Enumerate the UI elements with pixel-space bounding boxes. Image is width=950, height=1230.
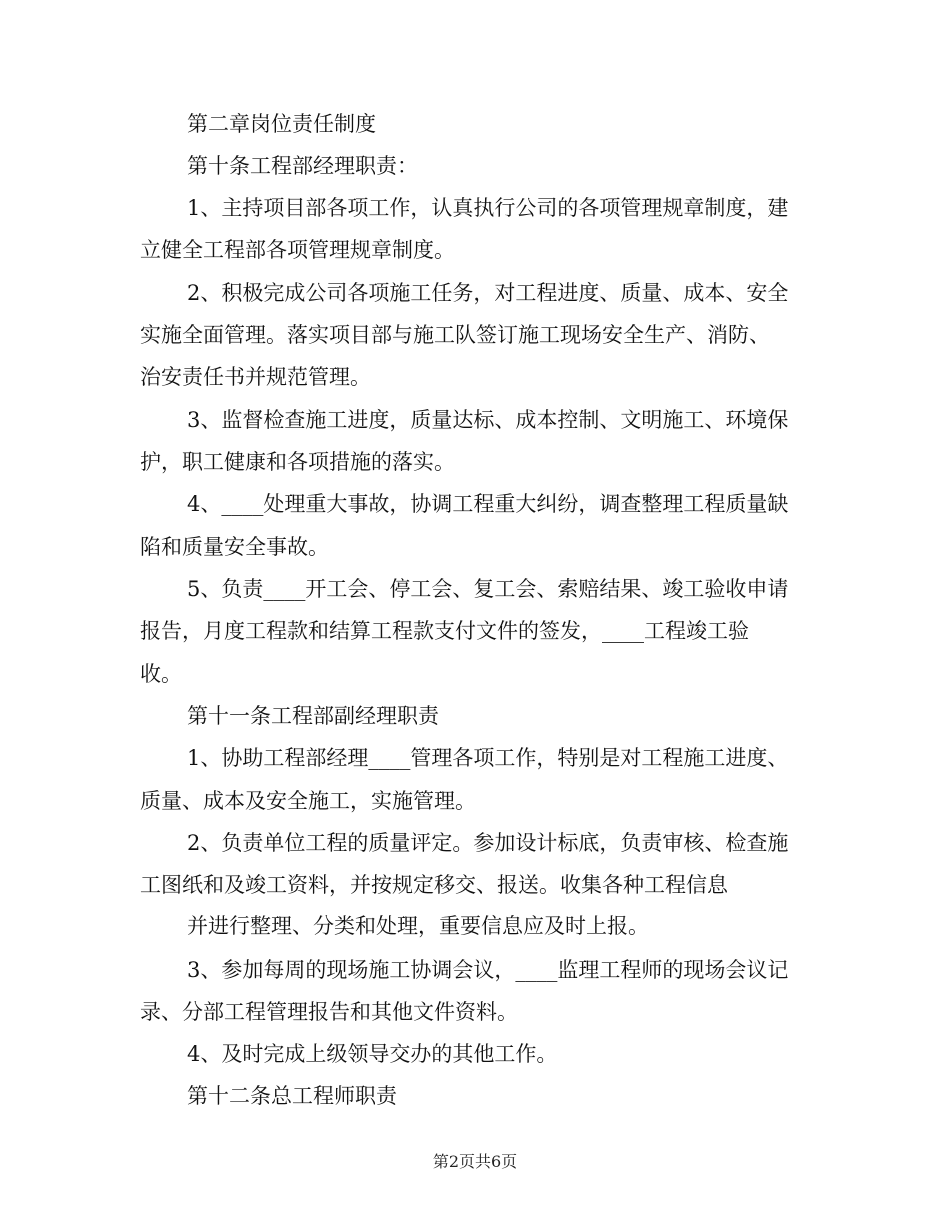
article-10-item-3-line-1: 3、监督检查施工进度，质量达标、成本控制、文明施工、环境保 (187, 408, 789, 432)
article-10-item-1-line-1: 1、主持项目部各项工作，认真执行公司的各项管理规章制度，建 (187, 196, 789, 220)
article-11-item-1-line-2: 质量、成本及安全施工，实施管理。 (140, 789, 476, 813)
article-10-item-5-line-2: 报告，月度工程款和结算工程款支付文件的签发，____工程竣工验 (140, 619, 749, 643)
article-12-heading: 第十二条总工程师职责 (187, 1084, 397, 1108)
article-10-item-2-line-2: 实施全面管理。落实项目部与施工队签订施工现场安全生产、消防、 (140, 323, 770, 347)
article-11-item-3-line-1: 3、参加每周的现场施工协调会议，____监理工程师的现场会议记 (187, 958, 789, 982)
article-11-item-3-line-2: 录、分部工程管理报告和其他文件资料。 (140, 1000, 518, 1024)
article-10-item-2-line-1: 2、积极完成公司各项施工任务，对工程进度、质量、成本、安全 (187, 281, 789, 305)
article-10-item-5-line-3: 收。 (140, 662, 182, 686)
article-11-item-2-line-1: 2、负责单位工程的质量评定。参加设计标底，负责审核、检查施 (187, 831, 789, 855)
chapter-heading: 第二章岗位责任制度 (187, 112, 376, 136)
article-10-heading: 第十条工程部经理职责： (187, 154, 418, 178)
article-10-item-2-line-3: 治安责任书并规范管理。 (140, 365, 371, 389)
article-10-item-1-line-2: 立健全工程部各项管理规章制度。 (140, 238, 455, 262)
page-number-footer: 第2页共6页 (432, 1152, 518, 1171)
article-11-item-2-line-2: 工图纸和及竣工资料，并按规定移交、报送。收集各种工程信息 (140, 873, 728, 897)
article-10-item-3-line-2: 护，职工健康和各项措施的落实。 (140, 450, 455, 474)
article-11-heading: 第十一条工程部副经理职责 (187, 704, 439, 728)
article-11-item-2-line-3: 并进行整理、分类和处理，重要信息应及时上报。 (187, 914, 649, 938)
article-10-item-5-line-1: 5、负责____开工会、停工会、复工会、索赔结果、竣工验收申请 (187, 577, 789, 601)
article-10-item-4-line-2: 陷和质量安全事故。 (140, 535, 329, 559)
article-10-item-4-line-1: 4、____处理重大事故，协调工程重大纠纷，调查整理工程质量缺 (187, 492, 789, 516)
article-11-item-4: 4、及时完成上级领导交办的其他工作。 (187, 1042, 558, 1066)
article-11-item-1-line-1: 1、协助工程部经理____管理各项工作，特别是对工程施工进度、 (187, 746, 789, 770)
